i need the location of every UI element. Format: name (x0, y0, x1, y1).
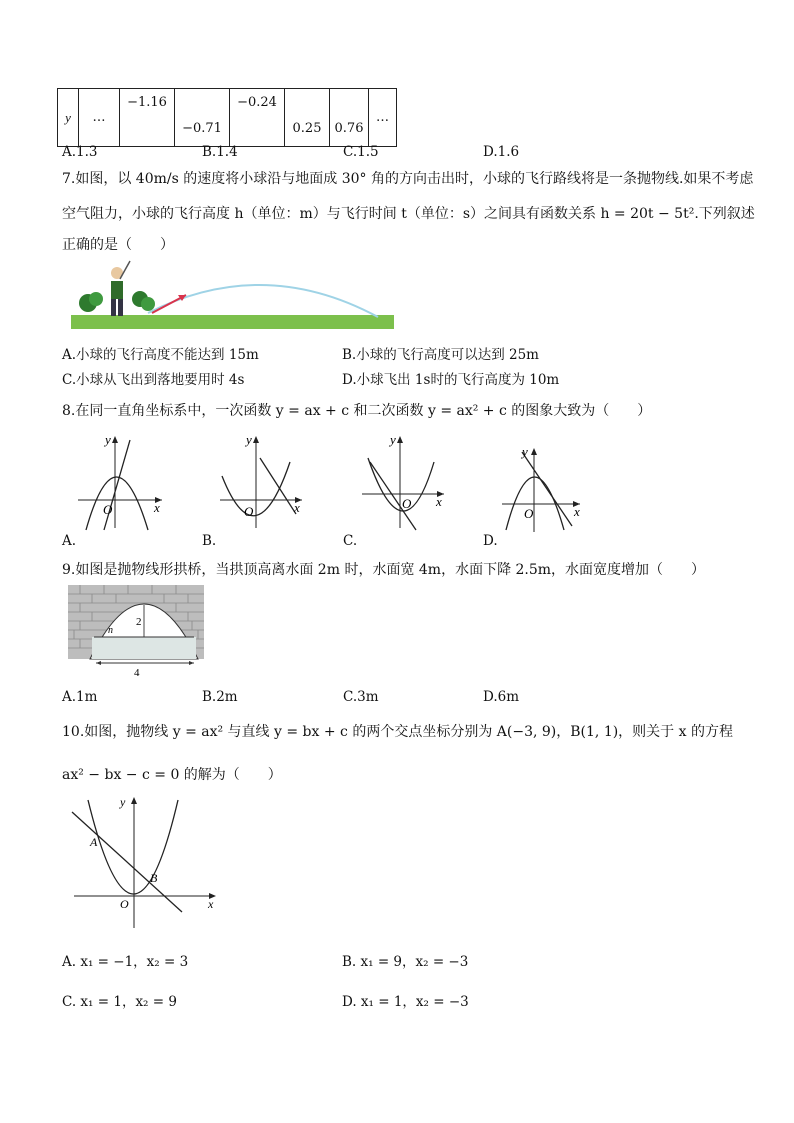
x-label: x (208, 897, 214, 911)
x-label: x (154, 500, 160, 515)
golfer-leg-right (118, 299, 123, 316)
y-axis-arrow (112, 436, 118, 443)
golfer-body (111, 281, 123, 299)
value-table (57, 88, 397, 147)
golf-figure (68, 255, 396, 331)
bush-right-2 (141, 297, 155, 311)
q6-option-a: A.1.3 (62, 144, 98, 160)
q10-stem-line2: ax² − bx − c = 0 的解为（ ） (62, 767, 282, 783)
table-cell: 0.76 (330, 89, 369, 147)
width-arrow-left (96, 661, 101, 665)
table-row-label: y (58, 89, 79, 147)
table-cell: −1.16 (120, 89, 175, 147)
q8-label-c: C. (343, 533, 358, 549)
width-arrow-right (189, 661, 194, 665)
origin-label: O (244, 504, 254, 519)
q10-graph (66, 792, 226, 932)
q7-option-b: B.小球的飞行高度可以达到 25m (342, 347, 539, 363)
y-axis-arrow (253, 436, 259, 443)
q8-stem: 8.在同一直角坐标系中，一次函数 y = ax + c 和二次函数 y = ax² + c 的图象大致为（ ） (62, 403, 652, 419)
arch-bridge-figure (68, 585, 206, 681)
x-label: x (436, 494, 442, 509)
parabola (88, 800, 178, 894)
y-label: y (246, 432, 252, 447)
q6-option-b: B.1.4 (202, 144, 238, 160)
x-label: x (574, 504, 580, 519)
origin-label: O (524, 506, 534, 521)
table-cell: … (369, 89, 397, 147)
q8-graph-d (496, 444, 596, 534)
ground-strip (71, 315, 394, 329)
y-label: y (120, 795, 126, 809)
line (260, 458, 296, 514)
q10-option-d: D. x₁ = 1，x₂ = −3 (342, 994, 469, 1010)
q8-label-a: A. (62, 533, 77, 549)
flight-path (148, 285, 378, 317)
table-cell: 0.25 (285, 89, 330, 147)
q8-graph-a (70, 432, 170, 532)
table-cell: … (79, 89, 120, 147)
parabola (368, 458, 434, 511)
q8-label-b: B. (202, 533, 217, 549)
table-cell: −0.71 (175, 89, 230, 147)
width-label: 4 (134, 667, 140, 679)
q9-option-c: C.3m (343, 689, 379, 705)
q9-stem: 9.如图是抛物线形拱桥，当拱顶高离水面 2m 时，水面宽 4m，水面下降 2.5m，水面宽度增加（ ） (62, 562, 706, 578)
q6-option-c: C.1.5 (343, 144, 379, 160)
y-axis-arrow (397, 436, 403, 443)
y-label: y (105, 432, 111, 447)
x-label: x (294, 500, 300, 515)
point-a-label: A (90, 835, 98, 849)
q9-option-d: D.6m (483, 689, 520, 705)
q7-stem-line3: 正确的是（ ） (62, 237, 174, 253)
table-cell: −0.24 (230, 89, 285, 147)
q8-graph-c (356, 432, 456, 532)
q7-option-c: C.小球从飞出到落地要用时 4s (62, 372, 245, 388)
q7-stem-line1: 7.如图，以 40m/s 的速度将小球沿与地面成 30° 角的方向击出时，小球的飞行路线将是一条抛物线.如果不考虑 (62, 171, 754, 187)
bush-left-2 (89, 292, 103, 306)
q7-stem-line2: 空气阻力，小球的飞行高度 h（单位：m）与飞行时间 t（单位：s）之间具有函数关系 h = 20t − 5t².下列叙述 (62, 206, 755, 222)
origin-label: O (402, 496, 412, 511)
origin-label: O (120, 897, 129, 911)
q8-label-d: D. (483, 533, 498, 549)
y-label: y (390, 432, 396, 447)
origin-label: O (103, 502, 113, 517)
golfer-leg-left (111, 299, 116, 316)
q6-option-d: D.1.6 (483, 144, 520, 160)
water (92, 637, 196, 659)
q7-option-d: D.小球飞出 1s时的飞行高度为 10m (342, 372, 560, 388)
q7-option-a: A.小球的飞行高度不能达到 15m (62, 347, 259, 363)
q9-option-b: B.2m (202, 689, 238, 705)
q10-option-b: B. x₁ = 9，x₂ = −3 (342, 954, 469, 970)
y-label: y (522, 444, 528, 459)
q10-stem-line1: 10.如图，抛物线 y = ax² 与直线 y = bx + c 的两个交点坐标分别为 A(−3, 9)，B(1, 1)，则关于 x 的方程 (62, 724, 733, 740)
q10-option-a: A. x₁ = −1，x₂ = 3 (62, 954, 189, 970)
q8-graph-b (214, 432, 314, 532)
q10-option-c: C. x₁ = 1，x₂ = 9 (62, 994, 177, 1010)
y-axis-arrow (531, 448, 537, 455)
y-axis-arrow (131, 797, 137, 804)
point-b-label: B (150, 871, 158, 885)
q9-option-a: A.1m (62, 689, 98, 705)
height-label: 2 (136, 616, 142, 628)
n-label: n (108, 625, 113, 636)
